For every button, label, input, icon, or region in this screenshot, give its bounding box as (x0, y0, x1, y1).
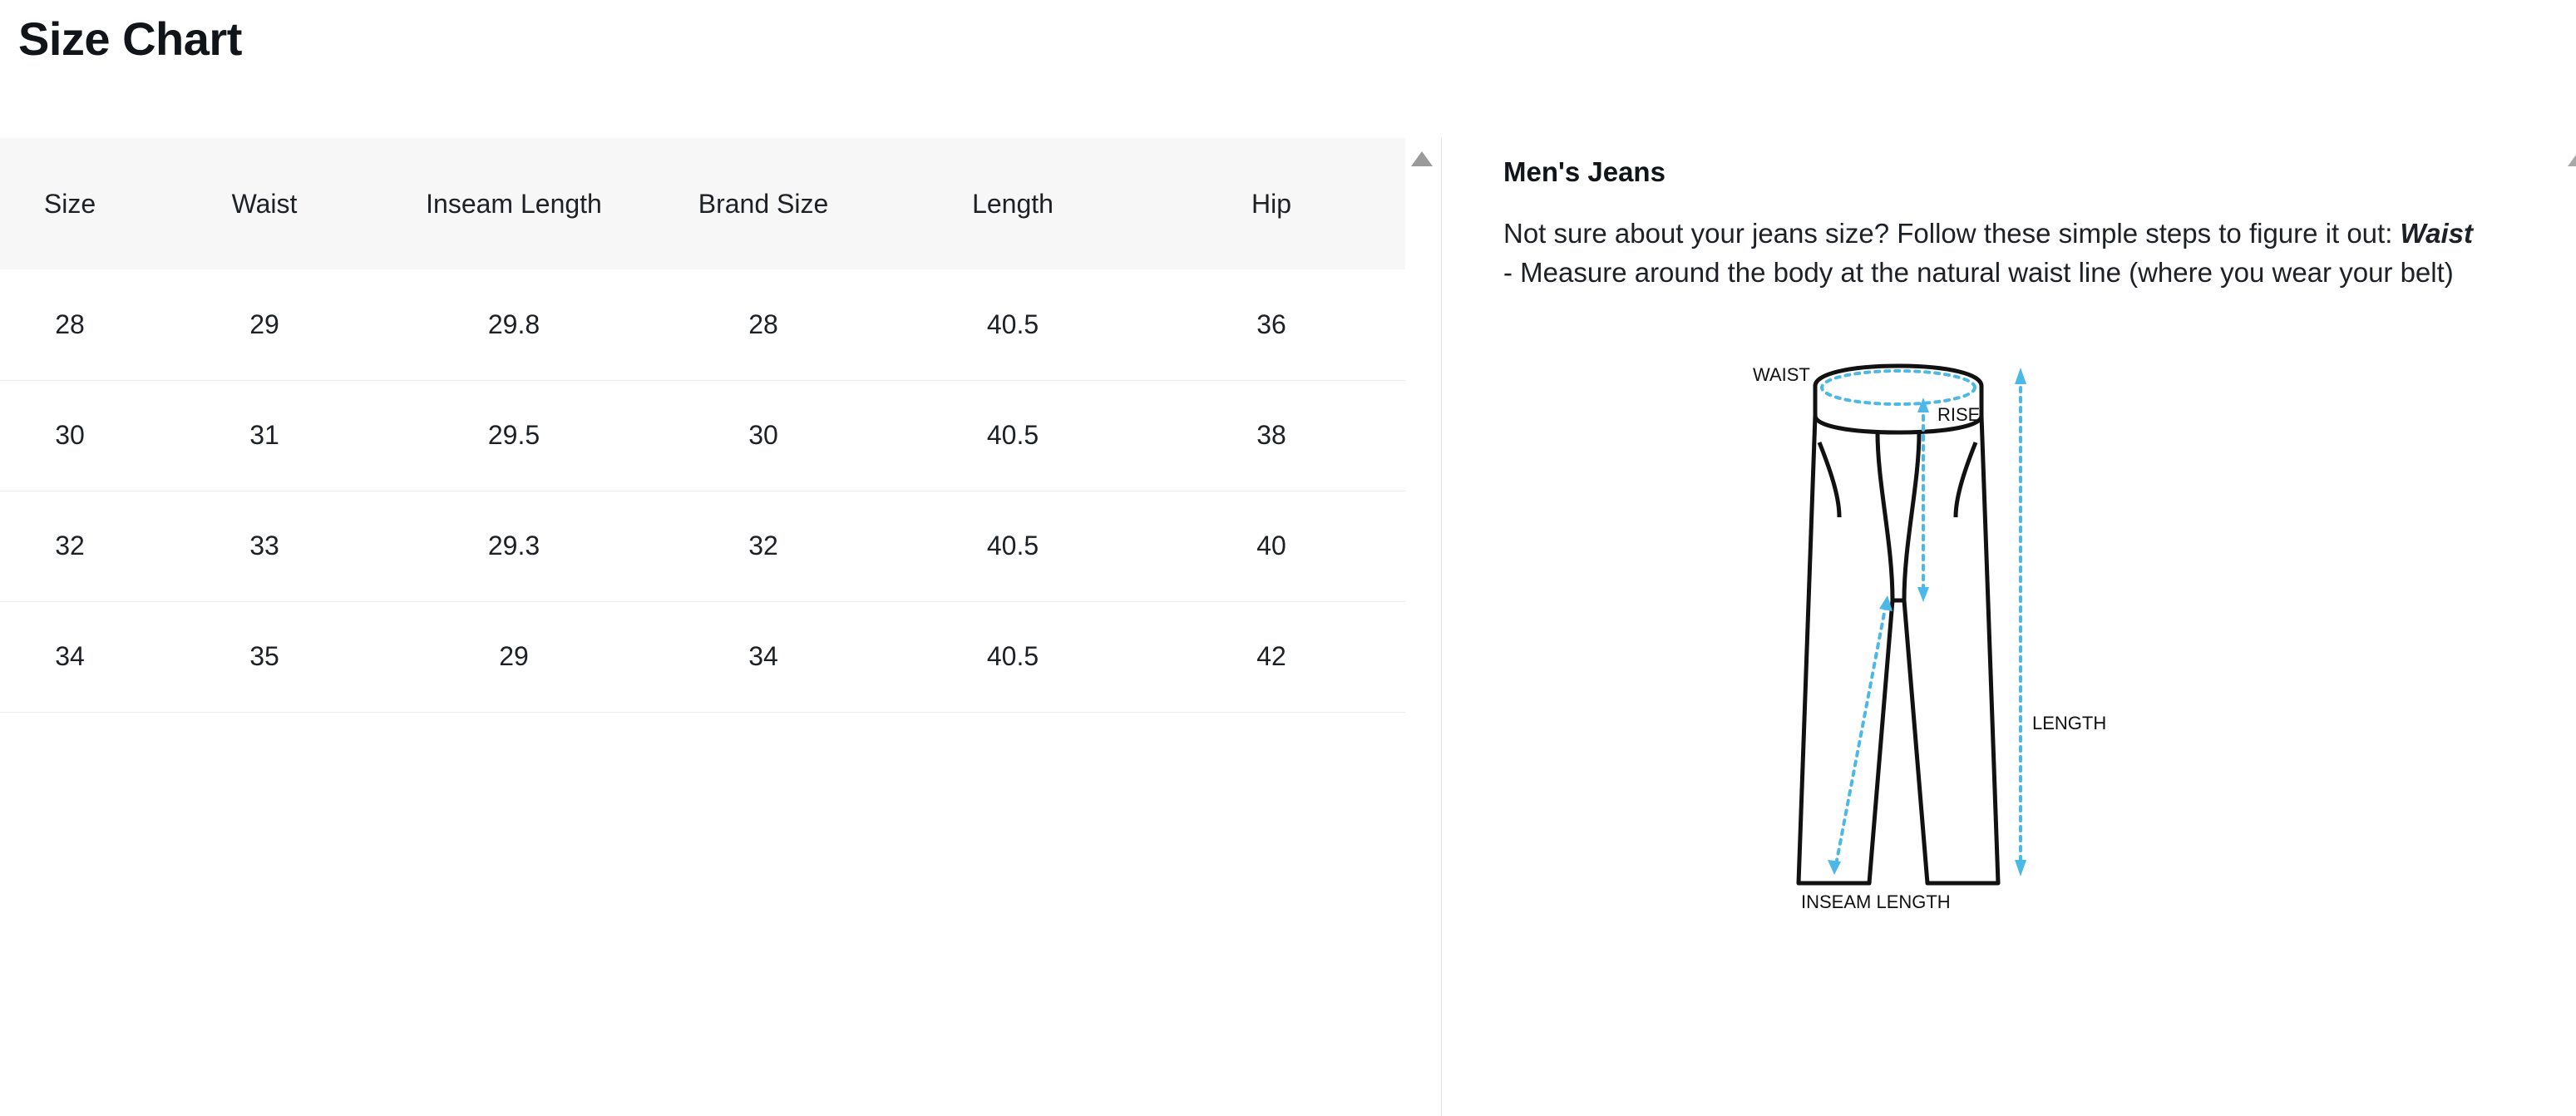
cell-inseam-length: 29.3 (389, 491, 639, 601)
cell-length: 40.5 (888, 269, 1137, 380)
triangle-up-icon-right[interactable] (2556, 151, 2576, 170)
cell-brand-size: 34 (639, 601, 888, 712)
table-row (0, 269, 1405, 380)
cell-inseam-length: 29 (389, 601, 639, 712)
page-title: Size Chart (18, 12, 242, 65)
info-paragraph-part1: Not sure about your jeans size? Follow these simple steps to figure it out: (1503, 218, 2401, 249)
cell-brand-size: 28 (639, 269, 888, 380)
cell-size: 30 (0, 380, 140, 491)
size-table-pane (0, 138, 1405, 1116)
cell-brand-size: 30 (639, 380, 888, 491)
column-header-inseam-length: Inseam Length (389, 138, 639, 269)
cell-length: 40.5 (888, 380, 1137, 491)
table-row (0, 601, 1405, 712)
info-paragraph-part2: - Measure around the body at the natural waist line (where you wear your belt) (1503, 256, 2454, 288)
label-rise: RISE (1937, 403, 1981, 425)
column-header-size: Size (0, 138, 140, 269)
cell-length: 40.5 (888, 491, 1137, 601)
content-panes (0, 138, 2576, 1116)
jeans-measurement-diagram (1753, 351, 2185, 937)
cell-hip: 40 (1137, 491, 1405, 601)
cell-hip: 36 (1137, 269, 1405, 380)
triangle-up-icon[interactable] (1411, 151, 1433, 170)
info-heading: Men's Jeans (1503, 156, 1666, 187)
cell-waist: 35 (140, 601, 389, 712)
triangle-up-shape (1411, 151, 1433, 166)
cell-brand-size: 32 (639, 491, 888, 601)
column-header-hip: Hip (1137, 138, 1405, 269)
cell-size: 28 (0, 269, 140, 380)
column-header-waist: Waist (140, 138, 389, 269)
label-length: LENGTH (2032, 712, 2107, 733)
label-waist: WAIST (1753, 363, 1810, 385)
cell-size: 32 (0, 491, 140, 601)
info-pane (1442, 138, 2576, 1116)
cell-hip: 38 (1137, 380, 1405, 491)
info-paragraph-emphasis: Waist (2400, 218, 2473, 249)
table-body (0, 269, 1405, 712)
cell-inseam-length: 29.5 (389, 380, 639, 491)
triangle-up-shape (2568, 151, 2576, 166)
table-row (0, 380, 1405, 491)
cell-waist: 31 (140, 380, 389, 491)
jeans-diagram-svg (1753, 351, 2185, 933)
size-chart-table (0, 138, 1405, 713)
cell-hip: 42 (1137, 601, 1405, 712)
info-paragraph (1503, 215, 2485, 293)
cell-length: 40.5 (888, 601, 1137, 712)
cell-waist: 29 (140, 269, 389, 380)
table-header-row (0, 138, 1405, 269)
cell-inseam-length: 29.8 (389, 269, 639, 380)
column-header-length: Length (888, 138, 1137, 269)
label-inseam-length: INSEAM LENGTH (1801, 891, 1951, 912)
cell-waist: 33 (140, 491, 389, 601)
table-header (0, 138, 1405, 269)
cell-size: 34 (0, 601, 140, 712)
column-header-brand-size: Brand Size (639, 138, 888, 269)
table-row (0, 491, 1405, 601)
